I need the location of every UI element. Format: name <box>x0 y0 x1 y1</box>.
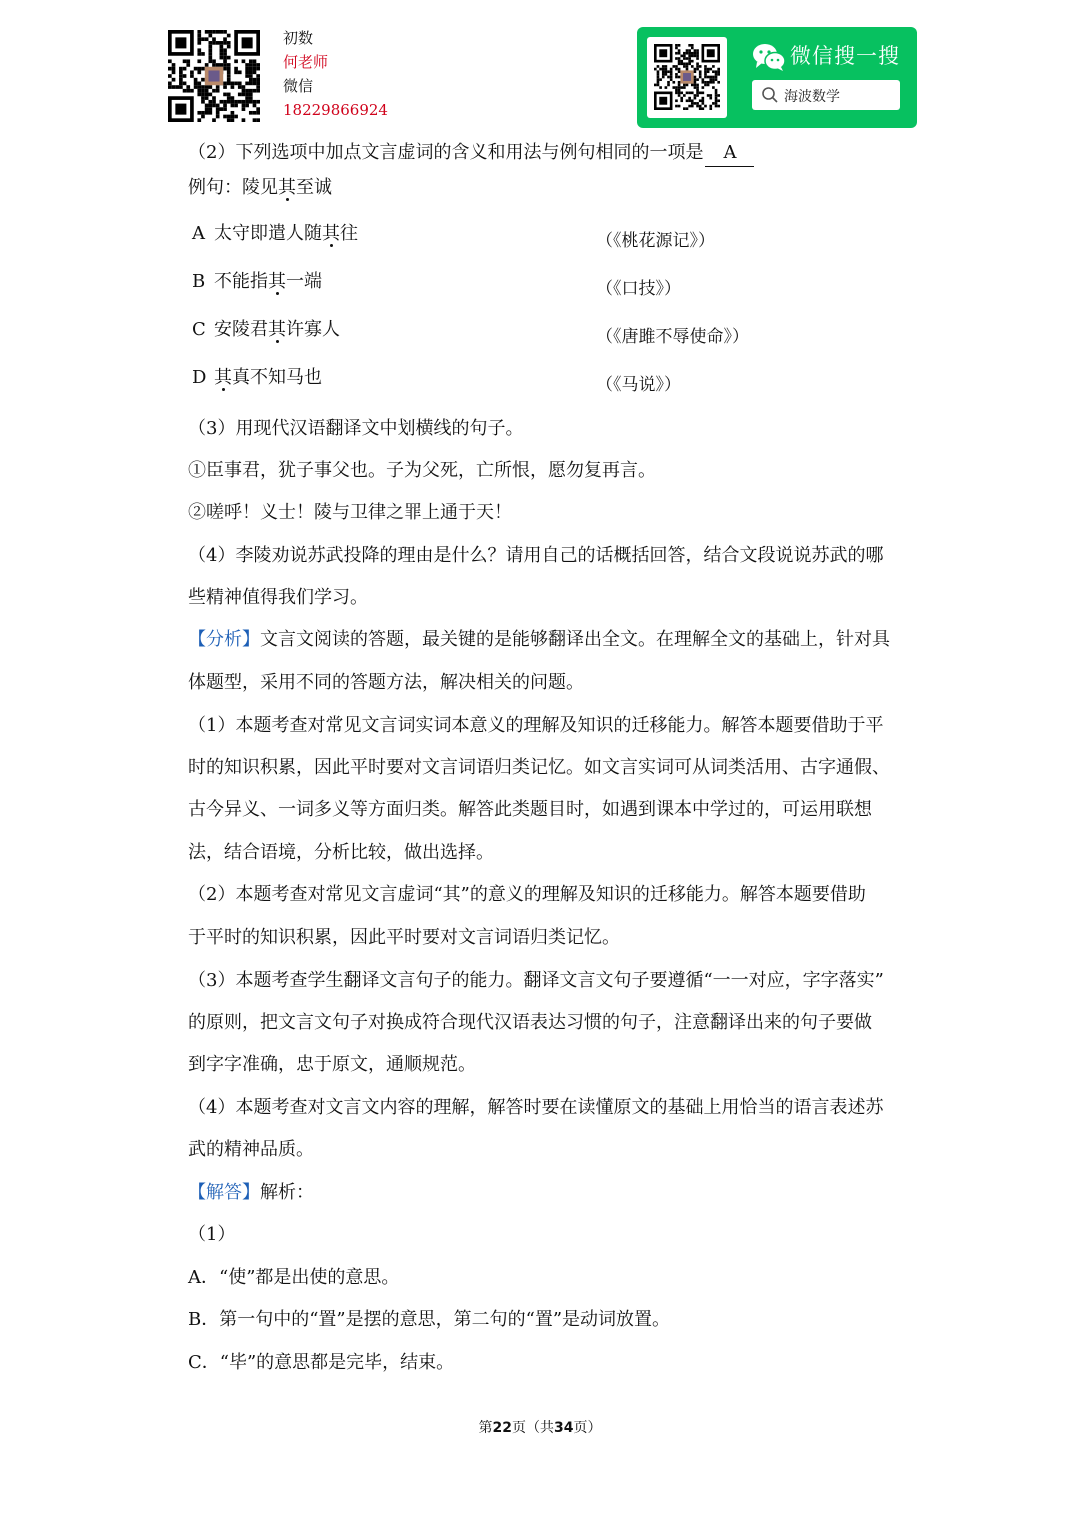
example-suffix: 至诚 <box>296 177 332 198</box>
option-text-pre: 太守即遣人随 <box>214 223 322 244</box>
page-number: 22 <box>492 1420 512 1436</box>
footer-pre: 第 <box>478 1420 493 1436</box>
option-text-post: 一端 <box>286 271 322 292</box>
contact-teacher: 何老师 <box>283 53 329 71</box>
analysis-p3-line: 到字字准确，忠于原文，通顺规范。 <box>188 1054 476 1075</box>
option-letter: C <box>192 319 206 340</box>
wechat-search-title: 微信搜一搜 <box>790 44 900 68</box>
answer-item-a: A．“使”都是出使的意思。 <box>188 1267 400 1288</box>
analysis-p1-line: 古今异义、一词多义等方面归类。解答此类题目时，如遇到课本中学过的，可运用联想 <box>188 799 872 820</box>
question-2-text: （2）下列选项中加点文言虚词的含义和用法与例句相同的一项是 <box>188 142 704 163</box>
analysis-p1-line: 法，结合语境，分析比较，做出选择。 <box>188 842 494 863</box>
option-text-post: 许寡人 <box>286 319 340 340</box>
footer-post: 页） <box>573 1420 602 1436</box>
option-b <box>192 269 322 295</box>
analysis-tag: 【分析】 <box>188 629 260 650</box>
option-d-source: （《马说》） <box>596 375 681 395</box>
analysis-p1-line: 时的知识积累，因此平时要对文言词语归类记忆。如文言实词可从词类活用、古字通假、 <box>188 757 890 778</box>
answer-intro-text: 解析： <box>260 1182 314 1203</box>
option-dotted-word: 其 <box>268 271 286 292</box>
analysis-p3-line: （3）本题考查学生翻译文言句子的能力。翻译文言文句子要遵循“一一对应，字字落实” <box>188 970 884 991</box>
analysis-p3-line: 的原则，把文言文句子对换成符合现代汉语表达习惯的句子，注意翻译出来的句子要做 <box>188 1012 872 1033</box>
option-dotted-word: 其 <box>214 367 232 388</box>
analysis-p4-line: （4）本题考查对文言文内容的理解，解答时要在读懂原文的基础上用恰当的语言表述苏 <box>188 1097 884 1118</box>
contact-phone: 18229866924 <box>283 101 388 119</box>
example-prefix: 例句：陵见 <box>188 177 278 198</box>
question-3-sentence-2: ②嗟呼！义士！陵与卫律之罪上通于天！ <box>188 502 512 523</box>
answer-item-c: C．“毕”的意思都是完毕，结束。 <box>188 1352 455 1373</box>
search-icon <box>761 86 779 104</box>
option-a-source: （《桃花源记》） <box>596 231 715 251</box>
contact-block <box>283 26 388 122</box>
option-d <box>192 365 322 391</box>
wechat-qr-frame <box>647 37 727 118</box>
option-c-source: （《唐雎不辱使命》） <box>596 327 749 347</box>
option-dotted-word: 其 <box>268 319 286 340</box>
example-dotted-word: 其 <box>278 177 296 198</box>
contact-wechat-label: 微信 <box>283 77 314 95</box>
answer-intro <box>188 1180 314 1206</box>
analysis-p2-line: （2）本题考查对常见文言虚词“其”的意义的理解及知识的迁移能力。解答本题要借助 <box>188 884 866 905</box>
qr-code-icon <box>168 30 260 122</box>
page-total: 34 <box>554 1420 574 1436</box>
option-letter: B <box>192 271 206 292</box>
wechat-logo-icon <box>752 42 786 72</box>
answer-item-b: B．第一句中的“置”是摆的意思，第二句的“置”是动词放置。 <box>188 1309 671 1330</box>
example-sentence <box>188 175 332 201</box>
question-2-stem <box>188 140 754 167</box>
wechat-search-box[interactable] <box>752 80 900 110</box>
wechat-search-card[interactable] <box>637 27 917 128</box>
option-a <box>192 221 358 247</box>
option-c <box>192 317 340 343</box>
option-text-pre: 不能指 <box>214 271 268 292</box>
wechat-search-query: 海波数学 <box>784 89 840 105</box>
analysis-text: 文言文阅读的答题，最关键的是能够翻译出全文。在理解全文的基础上，针对具 <box>260 629 890 650</box>
question-3-sentence-1: ①臣事君，犹子事父也。子为父死，亡所恨，愿勿复再言。 <box>188 460 656 481</box>
question-4-line-1: （4）李陵劝说苏武投降的理由是什么？请用自己的话概括回答，结合文段说说苏武的哪 <box>188 545 884 566</box>
wechat-qr-code-icon <box>654 44 720 110</box>
option-text-pre: 安陵君 <box>214 319 268 340</box>
option-text-post: 往 <box>340 223 358 244</box>
question-4-line-2: 些精神值得我们学习。 <box>188 587 368 608</box>
page-footer <box>0 1417 1080 1437</box>
question-2-answer-blank: A <box>705 140 754 167</box>
analysis-p1-line: （1）本题考查对常见文言词实词本意义的理解及知识的迁移能力。解答本题要借助于平 <box>188 715 884 736</box>
contact-subject: 初数 <box>283 29 314 47</box>
footer-mid: 页（共 <box>512 1420 554 1436</box>
answer-tag: 【解答】 <box>188 1182 260 1203</box>
analysis-intro <box>188 627 890 653</box>
option-text-post: 真不知马也 <box>232 367 322 388</box>
option-b-source: （《口技》） <box>596 279 681 299</box>
analysis-p2-line: 于平时的知识积累，因此平时要对文言词语归类记忆。 <box>188 927 620 948</box>
analysis-p4-line: 武的精神品质。 <box>188 1139 314 1160</box>
option-letter: D <box>192 367 207 388</box>
answer-part-number: （1） <box>188 1224 236 1245</box>
option-letter: A <box>192 223 205 244</box>
option-dotted-word: 其 <box>322 223 340 244</box>
question-3-stem: （3）用现代汉语翻译文中划横线的句子。 <box>188 418 524 439</box>
analysis-line-2: 体题型，采用不同的答题方法，解决相关的问题。 <box>188 672 584 693</box>
